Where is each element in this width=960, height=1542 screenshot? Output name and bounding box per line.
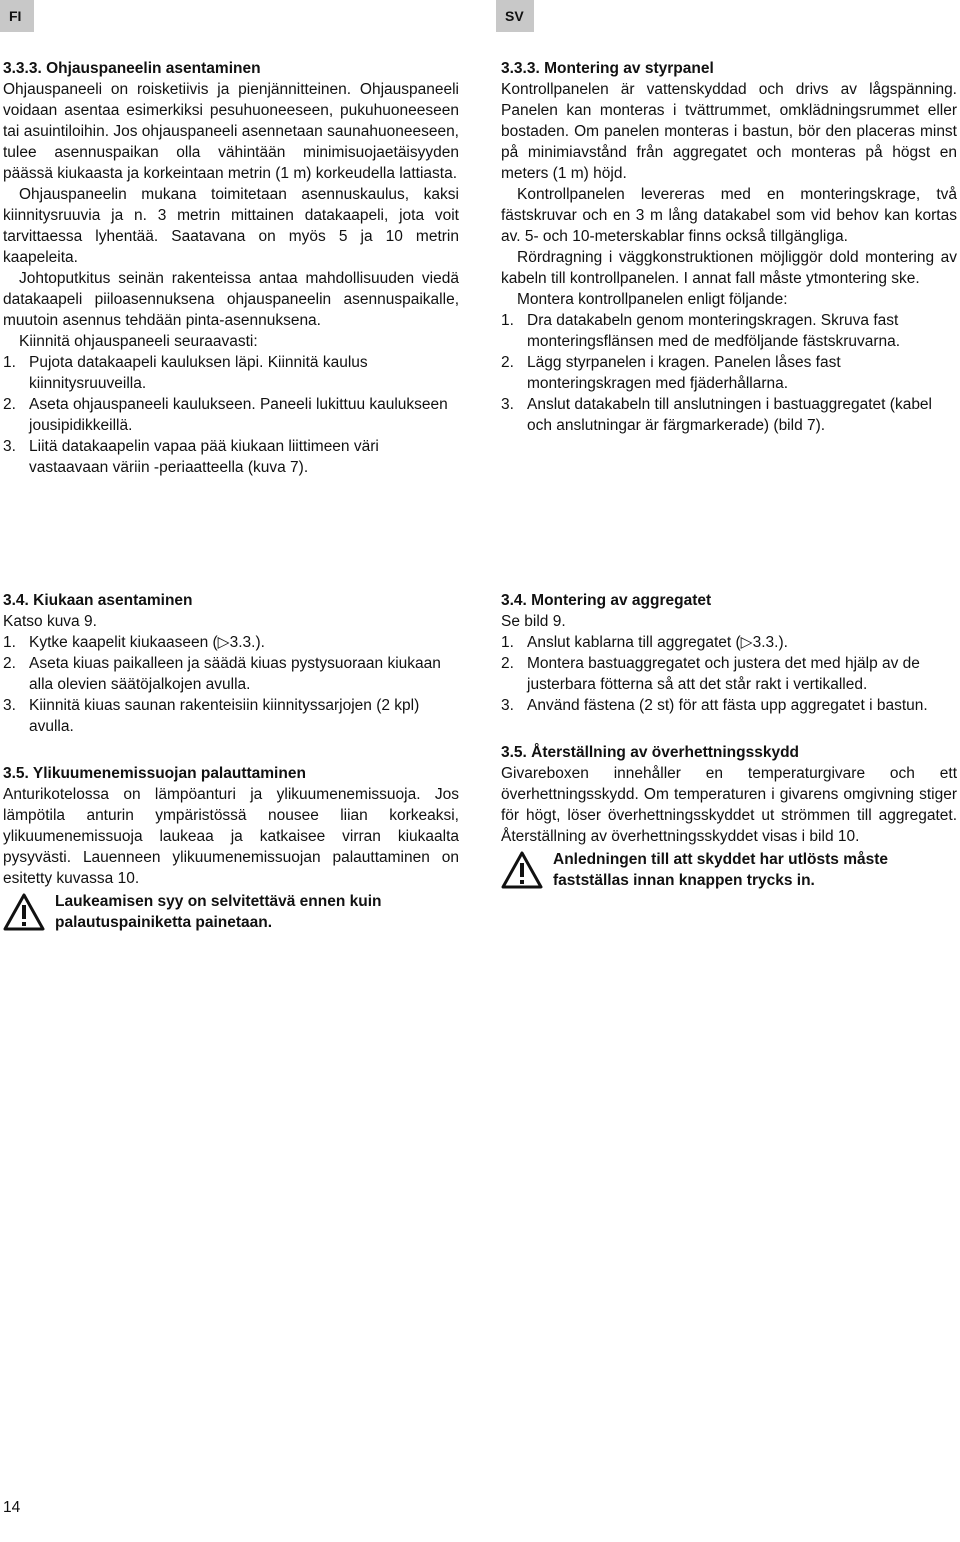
paragraph: Kontrollpanelen levereras med en monteringskrage, två fästskruvar och en 3 m lång datakabel som vid behov kan kortas av. 5- och 10-meterskablar finns också tillgängliga. [501,186,957,245]
step-number: 1. [3,634,16,651]
step-list [3,632,459,737]
fi-sections-3-4-3-5 [3,590,459,933]
list-item [501,394,957,436]
warning-icon [501,851,543,889]
sv-sections-3-4-3-5 [501,590,957,891]
paragraph: Ohjauspaneelin mukana toimitetaan asennuskaulus, kaksi kiinnitysruuvia ja n. 3 metrin mittainen datakaapeli, jota voit tarvittaessa lyhentää. Saatavana on myös 5 ja 10 metrin kaapeleita. [3,186,459,266]
fi-section-3-5 [3,763,459,933]
step-number: 2. [501,655,514,672]
step-list [501,310,957,436]
step-number: 3. [3,697,16,714]
step-text: Lägg styrpanelen i kragen. Panelen låses fast monteringskragen med fjäderhållarna. [527,354,841,392]
warning-text: Laukeamisen syy on selvitettävä ennen kuin palautuspainiketta painetaan. [55,893,382,931]
warning-icon [3,893,45,931]
paragraph: Montera kontrollpanelen enligt följande: [517,291,788,308]
step-number: 3. [501,697,514,714]
paragraph: Kontrollpanelen är vattenskyddad och drivs av lågspänning. Panelen kan monteras i tvättrummet, omklädningsrummet eller bostaden. Om panelen monteras i bastun, bör den placeras minst på minimiavstånd från aggregatet och monteras på högst en meters (1 m) höjd. [501,81,957,182]
step-text: Dra datakabeln genom monteringskragen. Skruva fast monteringsflänsen med de medföljande fästskruvarna. [527,312,901,350]
list-item [501,352,957,394]
step-number: 1. [501,634,514,651]
section-heading: 3.4. Montering av aggregatet [501,592,712,609]
sv-section-3-3-3 [501,58,957,436]
page-number: 14 [3,1499,21,1516]
step-number: 2. [3,396,16,413]
section-heading: 3.5. Ylikuumenemissuojan palauttaminen [3,765,306,782]
list-item [501,310,957,352]
paragraph: Kiinnitä ohjauspaneeli seuraavasti: [19,333,258,350]
language-tab-sv: SV [496,0,534,32]
step-number: 1. [3,354,16,371]
step-number: 2. [3,655,16,672]
paragraph: Rördragning i väggkonstruktionen möjliggör dold montering av kabeln till kontrollpanelen. I annat fall måste ytmontering ske. [501,249,957,287]
list-item [3,394,459,436]
warning-text: Anledningen till att skyddet har utlösts måste fastställas innan knappen trycks in. [553,851,889,889]
step-text: Pujota datakaapeli kauluksen läpi. Kiinnitä kaulus kiinnitysruuveilla. [29,354,368,392]
step-text: Kytke kaapelit kiukaaseen (▷3.3.). [29,634,265,651]
list-item [501,632,957,653]
warning-note [3,891,459,933]
warning-note [501,849,957,891]
paragraph: Johtoputkitus seinän rakenteissa antaa mahdollisuuden viedä datakaapeli piiloasennuksena ohjauspaneelin asennuspaikalle, muutoin asennus tehdään pinta-asennuksena. [3,270,459,329]
step-text: Liitä datakaapelin vapaa pää kiukaan liittimeen väri vastaavaan väriin -periaatteella (kuva 7). [29,438,379,476]
list-item [501,653,957,695]
paragraph: Anturikotelossa on lämpöanturi ja ylikuumenemissuoja. Jos lämpötila anturin ympäristössä nousee liian korkeaksi, ylikuumenemissuoja laukeaa ja katkaisee virran kiukaalta pysyvästi. Lauenneen ylikuumenemissuojan palauttaminen on esitetty kuvassa 10. [3,786,459,887]
section-heading: 3.5. Återställning av överhettningsskydd [501,744,800,761]
list-item [3,653,459,695]
step-text: Anslut datakabeln till anslutningen i bastuaggregatet (kabel och anslutningar är färgmarkerade) (bild 7). [527,396,932,434]
step-number: 3. [501,396,514,413]
step-text: Anslut kablarna till aggregatet (▷3.3.). [527,634,788,651]
sv-section-3-4 [501,590,957,716]
step-number: 3. [3,438,16,455]
paragraph: Ohjauspaneeli on roisketiivis ja pienjännitteinen. Ohjauspaneeli voidaan asentaa esimerkiksi pesuhuoneeseen, pukuhuoneeseen tai asuintiloihin. Jos ohjauspaneeli asennetaan saunahuoneeseen, tulee asennuspaikan olla vähintään minimisuojaetäisyyden päässä kiukaasta ja korkeintaan metrin (1 m) korkeudella lattiasta. [3,81,459,182]
list-item [501,695,957,716]
section-heading: 3.4. Kiukaan asentaminen [3,592,193,609]
list-item [3,632,459,653]
step-number: 1. [501,312,514,329]
step-text: Aseta ohjauspaneeli kaulukseen. Paneeli lukittuu kaulukseen jousipidikkeillä. [29,396,448,434]
fi-section-3-3-3 [3,58,459,478]
section-heading: 3.3.3. Ohjauspaneelin asentaminen [3,60,261,77]
paragraph: Katso kuva 9. [3,613,97,630]
step-text: Använd fästena (2 st) för att fästa upp aggregatet i bastun. [527,697,928,714]
step-list [501,632,957,716]
list-item [3,695,459,737]
list-item [3,436,459,478]
step-text: Aseta kiuas paikalleen ja säädä kiuas pystysuoraan kiukaan alla olevien säätöjalkojen avulla. [29,655,441,693]
paragraph: Givareboxen innehåller en temperaturgivare och ett överhettningsskydd. Om temperaturen i givarens omgivning stiger för högt, löser överhettningsskyddet ut strömmen till aggregatet. Återställning av överhettningsskyddet visas i bild 10. [501,765,957,845]
step-number: 2. [501,354,514,371]
step-text: Montera bastuaggregatet och justera det med hjälp av de justerbara fötterna så att det står rakt i vertikalled. [527,655,920,693]
language-tab-fi: FI [0,0,34,32]
step-list [3,352,459,478]
fi-section-3-4 [3,590,459,737]
list-item [3,352,459,394]
step-text: Kiinnitä kiuas saunan rakenteisiin kiinnityssarjojen (2 kpl) avulla. [29,697,420,735]
paragraph: Se bild 9. [501,613,566,630]
section-heading: 3.3.3. Montering av styrpanel [501,60,714,77]
sv-section-3-5 [501,742,957,891]
